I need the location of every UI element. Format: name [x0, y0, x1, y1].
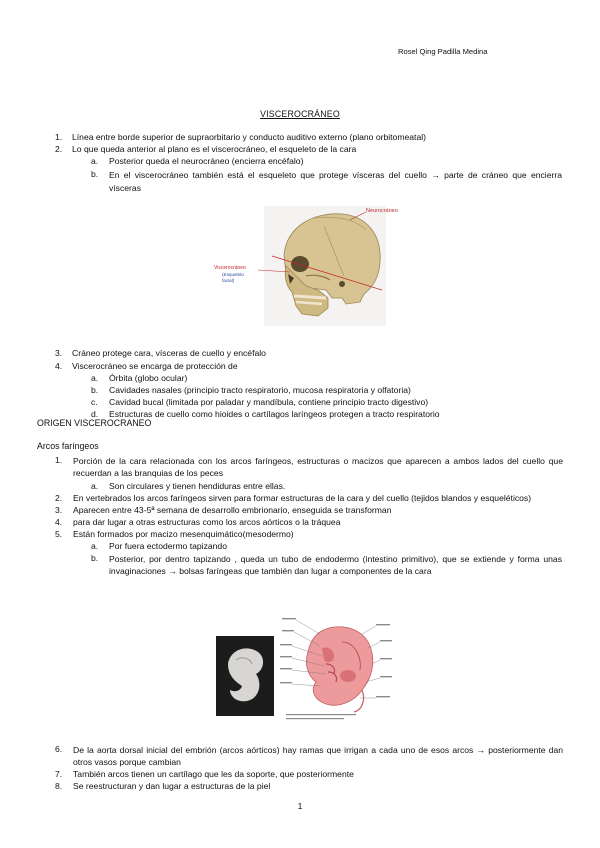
embryo-illustration — [216, 612, 394, 722]
sublist-letter: b. — [91, 385, 99, 395]
list-item: Están formados por macizo mesenquimático(mesodermo) — [73, 529, 294, 539]
list-item: Aparecen entre 43-5ª semana de desarrollo embrionario, enseguida se transforman — [73, 505, 392, 515]
subsection-heading: Arcos faríngeos — [37, 441, 99, 451]
page-number: 1 — [297, 801, 303, 811]
list-item: para dar lugar a otras estructuras como los arcos aórticos o la tráquea — [73, 517, 341, 527]
list-number: 1. — [55, 455, 63, 465]
list-item: En vertebrados los arcos faríngeos sirven para formar estructuras de la cara y del cuello (tejidos blandos y esqueléticos) — [73, 493, 532, 503]
sublist-letter: a. — [91, 541, 99, 551]
page-title: VISCEROCRÁNEO — [260, 109, 340, 119]
neurocranium-label: Neurocráneo — [366, 208, 398, 214]
list-item: Cráneo protege cara, vísceras de cuello y encéfalo — [72, 348, 266, 358]
list-item: Viscerocráneo se encarga de protección de — [72, 361, 238, 371]
list-item: De la aorta dorsal inicial del embrión (arcos aórticos) hay ramas que irrigan a cada uno de esos arcos → posteriormente dan otros vasos porque cambian — [73, 745, 563, 767]
sublist-item: Cavidades nasales (principio tracto respiratorio, mucosa respiratoria y olfatoria) — [109, 385, 411, 395]
list-number: 2. — [55, 144, 63, 154]
sublist-item: Cavidad bucal (limitada por paladar y mandíbula, contiene principio tracto digestivo) — [109, 397, 429, 407]
sublist-letter: b. — [91, 169, 99, 179]
list-number: 3. — [55, 505, 63, 515]
viscerocranium-sublabel: facial) — [222, 278, 235, 283]
list-item: Porción de la cara relacionada con los arcos faríngeos, estructuras o macizos que aparecen a ambos lados del cuello que recuerdan a las branquias de los peces — [73, 456, 563, 478]
list-number: 7. — [55, 769, 63, 779]
sublist-item: Órbita (globo ocular) — [109, 373, 188, 383]
list-item: Lo que queda anterior al plano es el viscerocráneo, el esqueleto de la cara — [72, 144, 357, 154]
sublist-letter: a. — [91, 481, 99, 491]
sublist-item: Por fuera ectodermo tapizando — [109, 541, 227, 551]
list-number: 3. — [55, 348, 63, 358]
sublist-letter: a. — [91, 156, 99, 166]
sublist-item: Posterior, por dentro tapizando , queda un tubo de endodermo (intestino primitivo), que se extiende y forma unas invaginaciones → bolsas faríngeas que también dan lugar a componentes de la cara — [109, 554, 562, 576]
list-number: 4. — [55, 361, 63, 371]
list-number: 6. — [55, 744, 63, 754]
embryo-figure — [216, 612, 394, 722]
list-item: Línea entre borde superior de supraorbitario y conducto auditivo externo (plano orbitomeatal) — [72, 132, 426, 142]
list-item: También arcos tienen un cartílago que les da soporte, que posteriormente — [73, 769, 354, 779]
list-number: 4. — [55, 517, 63, 527]
sublist-letter: b. — [91, 553, 99, 563]
viscerocranium-sublabel: (Esqueleto — [222, 272, 244, 277]
sublist-item: Son circulares y tienen hendiduras entre ellas. — [109, 481, 286, 491]
list-number: 2. — [55, 493, 63, 503]
sublist-letter: d. — [91, 409, 99, 419]
author-name: Rosel Qing Padilla Medina — [398, 47, 488, 56]
list-number: 8. — [55, 781, 63, 791]
skull-figure — [214, 206, 398, 326]
sublist-item: Estructuras de cuello como hioides o cartílagos laríngeos protegen a tracto respiratorio — [109, 409, 440, 419]
section-heading: ORIGEN VISCEROCRANEO — [37, 418, 152, 428]
list-number: 1. — [55, 132, 63, 142]
sublist-letter: a. — [91, 373, 99, 383]
viscerocranium-label: Viscerocráneo — [214, 265, 246, 271]
sublist-letter: c. — [91, 397, 98, 407]
list-number: 5. — [55, 529, 63, 539]
sublist-item: En el viscerocráneo también está el esqueleto que protege vísceras del cuello → parte de cráneo que encierra vísceras — [109, 170, 562, 193]
sublist-item: Posterior queda el neurocráneo (encierra encéfalo) — [109, 156, 304, 166]
list-item: Se reestructuran y dan lugar a estructuras de la piel — [73, 781, 271, 791]
